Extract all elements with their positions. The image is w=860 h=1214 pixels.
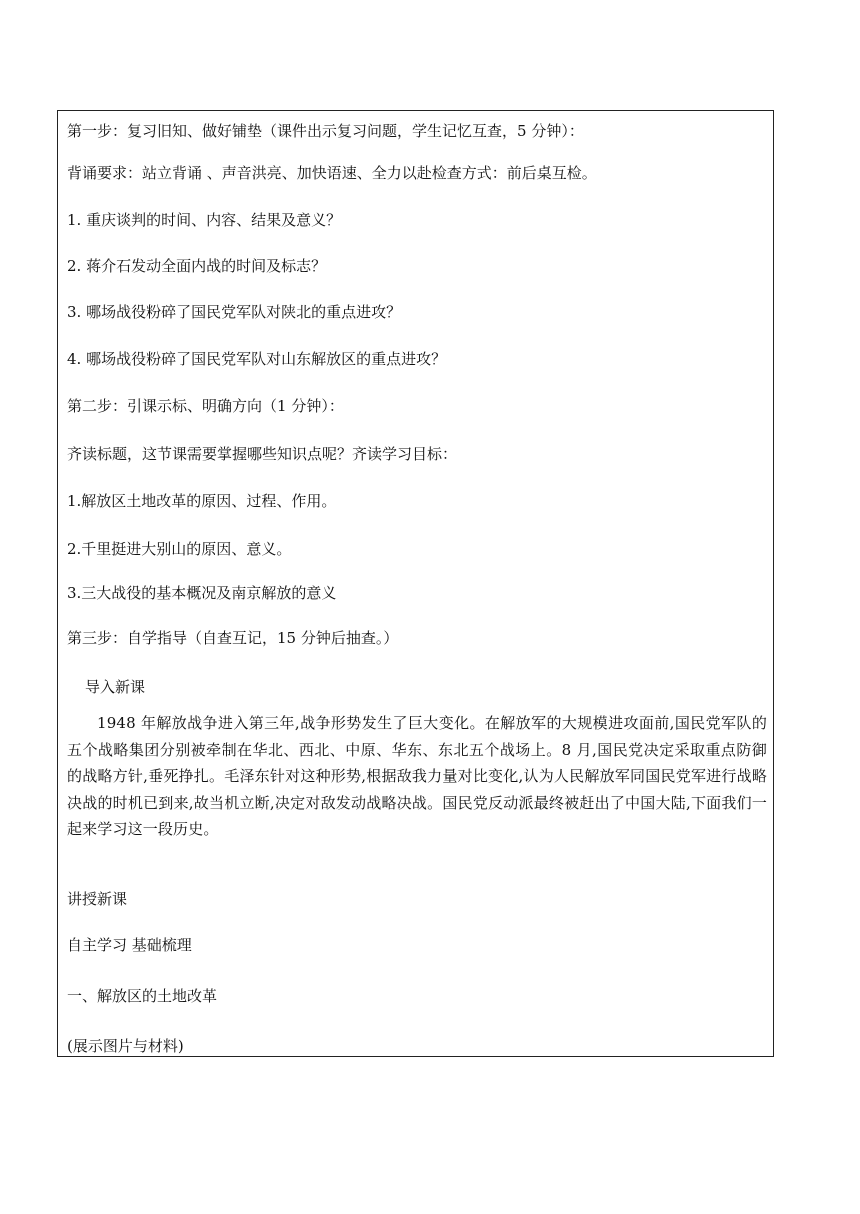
intro-paragraph: 1948 年解放战争进入第三年,战争形势发生了巨大变化。在解放军的大规模进攻面前,国民党军队的五个战略集团分别被牵制在华北、西北、中原、华东、东北五个战场上。8 月,国民党决定采取重点防御的战略方针,垂死挣扎。毛泽东针对这种形势,根据敌我力量对比变化,认为人民解放军同国民党军进行战略决战的时机已到来,故当机立断,决定对敌发动战略决战。国民党反动派最终被赶出了中国大陆,下面我们一起来学习这一段历史。 bbox=[67, 714, 767, 839]
self-study-heading: 自主学习 基础梳理 bbox=[67, 936, 192, 954]
lesson-plan-box bbox=[57, 110, 774, 1057]
review-question-2: 2. 蒋介石发动全面内战的时间及标志？ bbox=[67, 257, 327, 275]
recitation-requirements: 背诵要求：站立背诵 、声音洪亮、加快语速、全力以赴检查方式：前后桌互检。 bbox=[67, 164, 597, 182]
learning-goal-1: 1.解放区土地改革的原因、过程、作用。 bbox=[67, 492, 337, 510]
review-question-3: 3. 哪场战役粉碎了国民党军队对陕北的重点进攻？ bbox=[67, 303, 402, 321]
show-materials-note: (展示图片与材料) bbox=[67, 1037, 184, 1055]
step-two-line: 第二步：引课示标、明确方向（1 分钟）： bbox=[67, 397, 344, 415]
learning-goal-3: 3.三大战役的基本概况及南京解放的意义 bbox=[67, 584, 337, 602]
learning-goal-2: 2.千里挺进大别山的原因、意义。 bbox=[67, 540, 292, 558]
review-question-4: 4. 哪场战役粉碎了国民党军队对山东解放区的重点进攻？ bbox=[67, 350, 447, 368]
intro-heading: 导入新课 bbox=[85, 678, 146, 696]
step-three-line: 第三步：自学指导（自查互记，15 分钟后抽查。） bbox=[67, 629, 399, 647]
teach-new-lesson: 讲授新课 bbox=[67, 890, 128, 908]
section-one-heading: 一、解放区的土地改革 bbox=[67, 987, 218, 1005]
read-title-line: 齐读标题，这节课需要掌握哪些知识点呢？齐读学习目标： bbox=[67, 445, 458, 463]
review-question-1: 1. 重庆谈判的时间、内容、结果及意义？ bbox=[67, 211, 342, 229]
step-one-line: 第一步：复习旧知、做好铺垫（课件出示复习问题，学生记忆互查，5 分钟）： bbox=[67, 122, 584, 140]
